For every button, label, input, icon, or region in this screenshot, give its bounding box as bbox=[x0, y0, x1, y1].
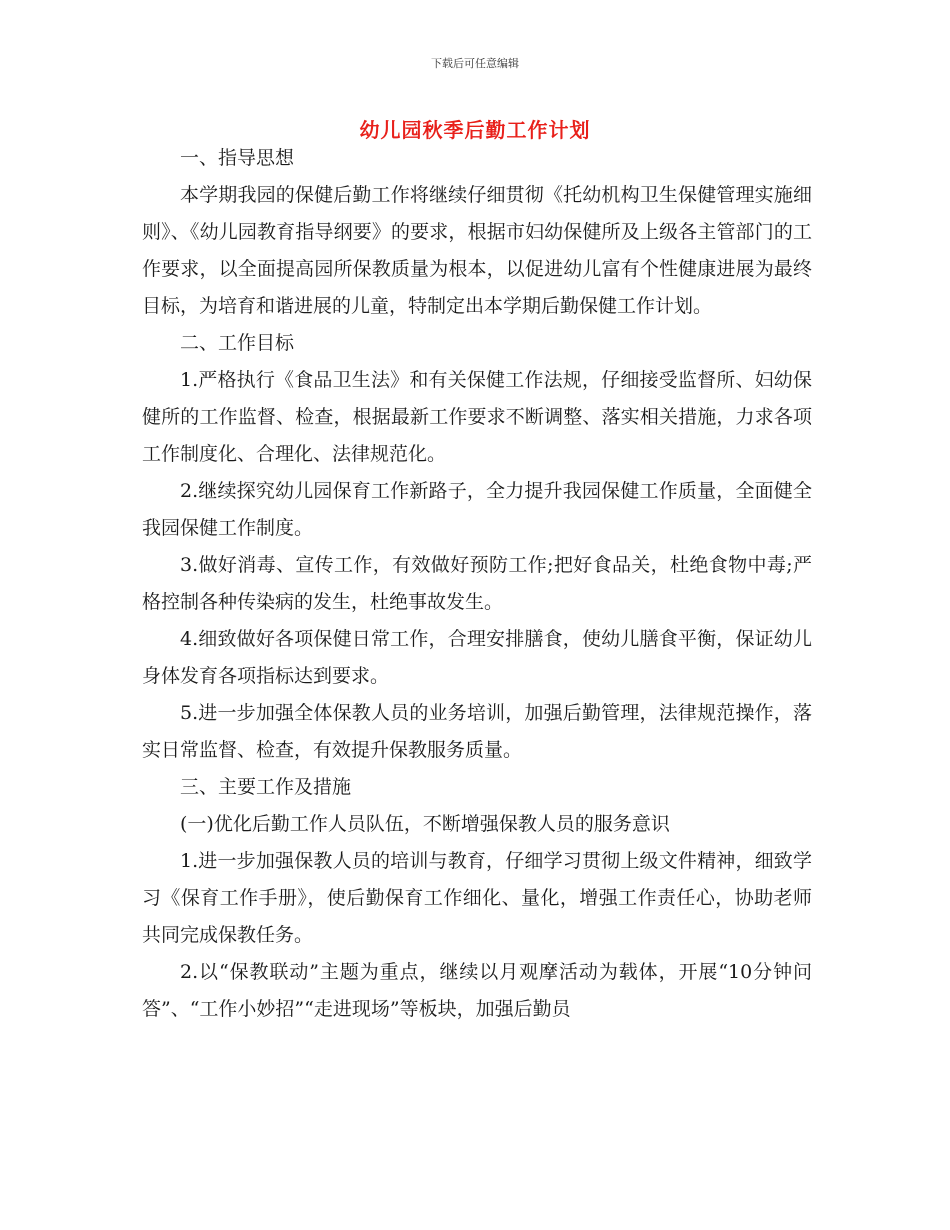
paragraph: 5.进一步加强全体保教人员的业务培训，加强后勤管理，法律规范操作，落实日常监督、检查，有效提升保教服务质量。 bbox=[142, 702, 812, 761]
paragraph: 2.以“保教联动”主题为重点，继续以月观摩活动为载体，开展“10分钟问答”、“工作小妙招”“走进现场”等板块，加强后勤员 bbox=[142, 961, 812, 1020]
header-note: 下载后可任意编辑 bbox=[431, 57, 519, 70]
section-heading: 二、工作目标 bbox=[180, 332, 295, 354]
section-heading: 一、指导思想 bbox=[180, 147, 295, 169]
paragraph: 本学期我园的保健后勤工作将继续仔细贯彻《托幼机构卫生保健管理实施细则》、《幼儿园教育指导纲要》的要求，根据市妇幼保健所及上级各主管部门的工作要求，以全面提高园所保教质量为根本，以促进幼儿富有个性健康进展为最终目标，为培育和谐进展的儿童，特制定出本学期后勤保健工作计划。 bbox=[142, 184, 812, 317]
paragraph: 1.进一步加强保教人员的培训与教育，仔细学习贯彻上级文件精神，细致学习《保育工作手册》，使后勤保育工作细化、量化，增强工作责任心，协助老师共同完成保教任务。 bbox=[142, 850, 812, 946]
section-heading: 三、主要工作及措施 bbox=[180, 776, 352, 798]
paragraph: 3.做好消毒、宣传工作，有效做好预防工作;把好食品关，杜绝食物中毒;严格控制各种传染病的发生，杜绝事故发生。 bbox=[142, 554, 812, 613]
paragraph: 2.继续探究幼儿园保育工作新路子，全力提升我园保健工作质量，全面健全我园保健工作制度。 bbox=[142, 480, 812, 539]
sub-heading: (一)优化后勤工作人员队伍，不断增强保教人员的服务意识 bbox=[180, 813, 670, 835]
paragraph: 1.严格执行《食品卫生法》和有关保健工作法规，仔细接受监督所、妇幼保健所的工作监督、检查，根据最新工作要求不断调整、落实相关措施，力求各项工作制度化、合理化、法律规范化。 bbox=[142, 369, 812, 465]
paragraph: 4.细致做好各项保健日常工作，合理安排膳食，使幼儿膳食平衡，保证幼儿身体发育各项指标达到要求。 bbox=[142, 628, 812, 687]
document-title: 幼儿园秋季后勤工作计划 bbox=[359, 118, 591, 142]
document-body bbox=[142, 140, 812, 1028]
